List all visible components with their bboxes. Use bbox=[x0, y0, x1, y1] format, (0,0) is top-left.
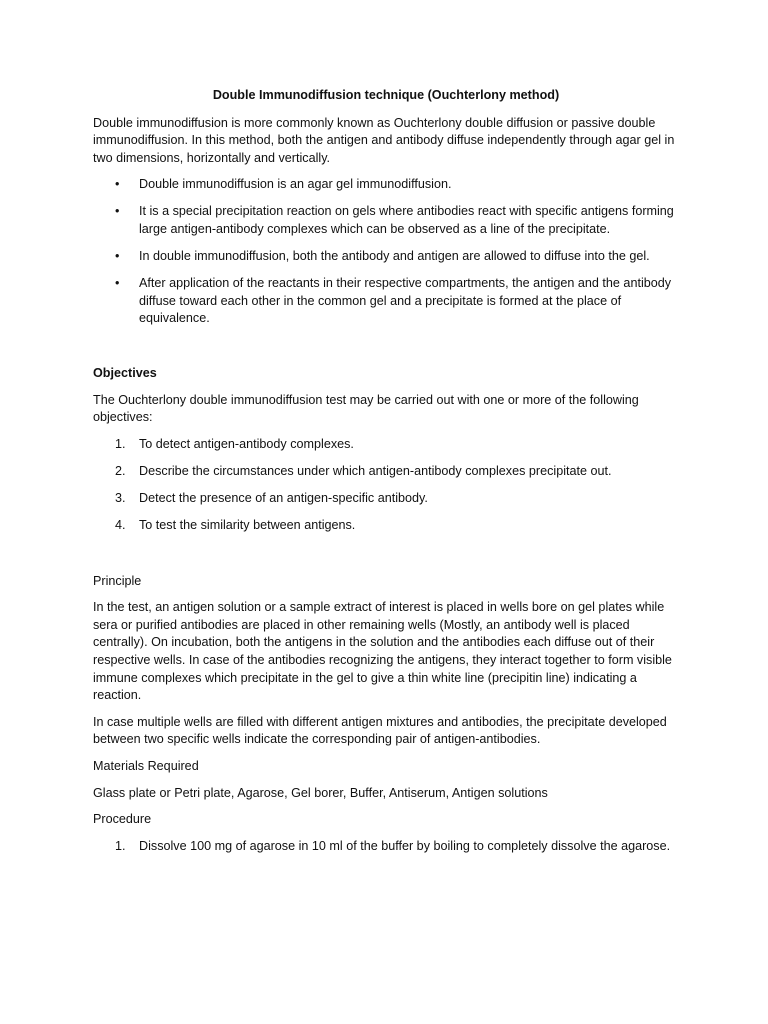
bullet-item bbox=[93, 203, 679, 238]
bullet-item bbox=[93, 248, 679, 266]
bullet-dot-icon: • bbox=[115, 276, 120, 291]
objective-item bbox=[93, 517, 679, 535]
document-title: Double Immunodiffusion technique (Ouchterlony method) bbox=[212, 88, 560, 102]
procedure-text: Dissolve 100 mg of agarose in 10 ml of the buffer by boiling to completely dissolve the agarose. bbox=[139, 838, 671, 853]
intro-paragraph: Double immunodiffusion is more commonly known as Ouchterlony double diffusion or passive double immunodiffusion. In this method, both the antigen and antibody diffuse independently through agar gel in two dimensions, horizontally and vertically. bbox=[93, 115, 675, 165]
objectives-intro: The Ouchterlony double immunodiffusion test may be carried out with one or more of the following objectives: bbox=[93, 392, 639, 425]
bullet-dot-icon: • bbox=[115, 204, 120, 219]
procedure-heading: Procedure bbox=[93, 812, 152, 827]
bullet-item bbox=[93, 176, 679, 194]
principle-paragraph-1: In the test, an antigen solution or a sample extract of interest is placed in wells bore on gel plates while sera or purified antibodies are placed in other remaining wells (Mostly, an antibody well is placed centrally). On incubation, both the antigens in the solution and the antibodies each diffuse out of their respective wells. In case of the antibodies recognizing the antigens, they interact together to form visible immune complexes which precipitate in the gel to give a thin white line (precipitin line) indicating a reaction. bbox=[93, 600, 672, 703]
objective-text: To detect antigen-antibody complexes. bbox=[139, 436, 354, 451]
objective-item bbox=[93, 490, 679, 508]
list-number: 1. bbox=[115, 436, 126, 451]
objectives-heading: Objectives bbox=[93, 366, 157, 381]
objective-item bbox=[93, 463, 679, 481]
procedure-list bbox=[93, 838, 679, 856]
bullet-text: After application of the reactants in their respective compartments, the antigen and the antibody diffuse toward each other in the common gel and a precipitate is formed at the place of equivalence. bbox=[139, 276, 672, 326]
bullet-dot-icon: • bbox=[115, 249, 120, 264]
objectives-list bbox=[93, 436, 679, 535]
materials-heading: Materials Required bbox=[93, 759, 199, 774]
principle-paragraph-2: In case multiple wells are filled with different antigen mixtures and antibodies, the precipitate developed between two specific wells indicate the corresponding pair of antigen-antibodies. bbox=[93, 714, 667, 747]
objective-item bbox=[93, 436, 679, 454]
objective-text: Detect the presence of an antigen-specific antibody. bbox=[139, 491, 428, 505]
bullet-text: Double immunodiffusion is an agar gel immunodiffusion. bbox=[139, 177, 452, 192]
bullet-item bbox=[93, 275, 679, 328]
materials-text: Glass plate or Petri plate, Agarose, Gel borer, Buffer, Antiserum, Antigen solutions bbox=[93, 785, 548, 800]
objective-text: Describe the circumstances under which antigen-antibody complexes precipitate out. bbox=[139, 463, 612, 478]
bullet-list bbox=[93, 176, 679, 328]
list-number: 1. bbox=[115, 838, 126, 853]
objective-text: To test the similarity between antigens. bbox=[139, 518, 356, 533]
list-number: 2. bbox=[115, 463, 126, 478]
bullet-dot-icon: • bbox=[115, 177, 120, 192]
document-page bbox=[93, 87, 679, 865]
list-number: 3. bbox=[115, 491, 126, 505]
bullet-text: It is a special precipitation reaction on gels where antibodies react with specific antigens forming large antigen-antibody complexes which can be observed as a line of the precipitate. bbox=[139, 204, 674, 237]
procedure-item bbox=[93, 838, 679, 856]
principle-heading: Principle bbox=[93, 573, 142, 588]
list-number: 4. bbox=[115, 518, 126, 533]
bullet-text: In double immunodiffusion, both the antibody and antigen are allowed to diffuse into the gel. bbox=[139, 249, 650, 264]
